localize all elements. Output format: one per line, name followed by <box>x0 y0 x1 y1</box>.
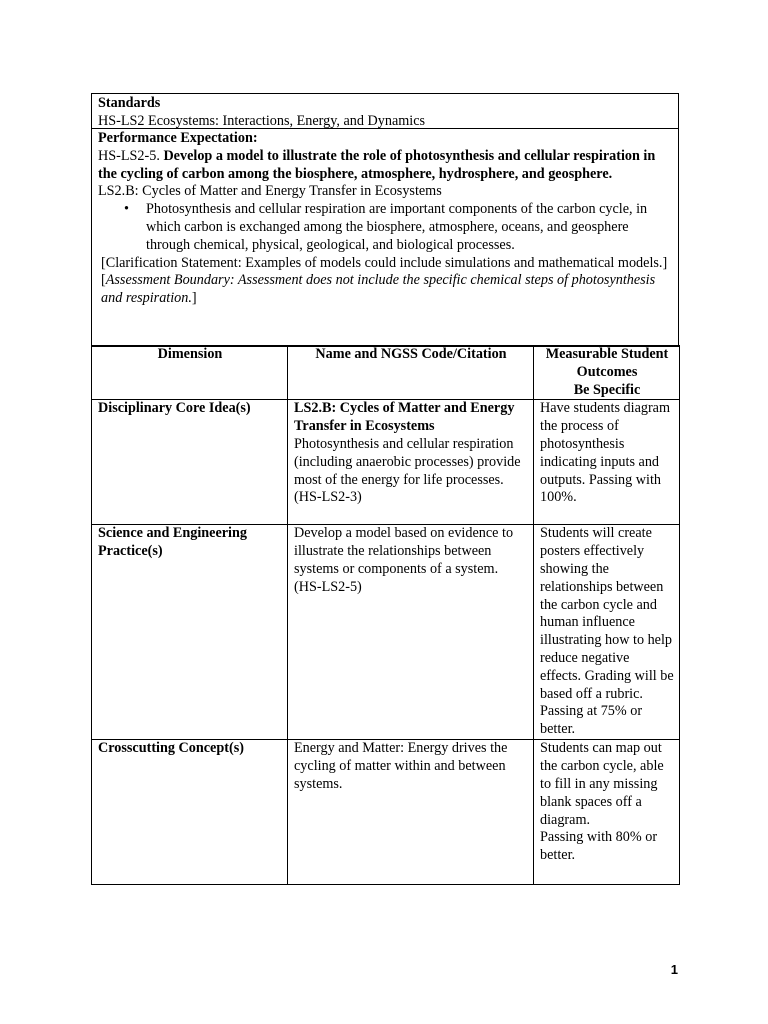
page-number: 1 <box>670 962 678 977</box>
table-header-row <box>92 346 680 400</box>
citation-text: Photosynthesis and cellular respiration (including anaerobic processes) provide most of the energy for life processes. (HS-LS2-3) <box>294 435 521 506</box>
bullet-icon: • <box>124 201 129 218</box>
row-dimension: Crosscutting Concept(s) <box>92 740 288 885</box>
citation-title: LS2.B: Cycles of Matter and Energy Transfer in Ecosystems <box>294 400 515 435</box>
dci-bullet-list <box>98 201 672 254</box>
assessment-close-bracket: ] <box>191 290 197 307</box>
clarification-statement: [Clarification Statement: Examples of models could include simulations and mathematical models.] <box>101 254 668 271</box>
standards-document <box>91 93 679 347</box>
row-dimension: Disciplinary Core Idea(s) <box>92 400 288 525</box>
assessment-boundary: Assessment Boundary: Assessment does not include the specific chemical steps of photosynthesis and respiration. <box>101 272 656 307</box>
row-outcome: Students will create posters effectively showing the relationships between the carbon cycle and human influence illustrating how to help reduce negative effects. Grading will be based off a rubric. Passing at 75% or better. <box>534 525 680 740</box>
dci-bullet-text: Photosynthesis and cellular respiration are important components of the carbon cycle, in which carbon is exchanged among the biosphere, atmosphere, oceans, and geosphere through chemical, physical, geological, and biological processes. <box>146 201 648 253</box>
performance-code: HS-LS2-5. <box>98 147 160 164</box>
header-outcomes-line2: Be Specific <box>573 381 641 398</box>
header-name-code: Name and NGSS Code/Citation <box>288 346 534 400</box>
header-outcomes-line1: Measurable Student Outcomes <box>545 346 669 380</box>
performance-statement: Develop a model to illustrate the role of photosynthesis and cellular respiration in the cycling of carbon among the biosphere, atmosphere, hydrosphere, and geosphere. <box>98 147 656 182</box>
standards-heading: Standards <box>98 95 161 111</box>
header-outcomes <box>534 346 680 400</box>
clarification-paragraph <box>98 255 672 308</box>
dimensions-table <box>91 345 680 885</box>
performance-heading: Performance Expectation: <box>98 130 258 146</box>
table-row <box>92 740 680 885</box>
row-outcome <box>534 740 680 885</box>
standards-title: HS-LS2 Ecosystems: Interactions, Energy, and Dynamics <box>98 112 426 129</box>
outcome-line2: Passing with 80% or better. <box>540 829 658 864</box>
performance-statement-paragraph <box>98 148 672 184</box>
header-dimension: Dimension <box>92 346 288 400</box>
row-citation: Develop a model based on evidence to illustrate the relationships between systems or components of a system. (HS-LS2-5) <box>288 525 534 740</box>
standards-box <box>91 93 679 129</box>
outcome-line1: Students can map out the carbon cycle, able to fill in any missing blank spaces off a diagram. <box>540 740 664 828</box>
row-citation: Energy and Matter: Energy drives the cycling of matter within and between systems. <box>288 740 534 885</box>
dci-title: LS2.B: Cycles of Matter and Energy Transfer in Ecosystems <box>98 183 442 200</box>
dci-bullet-item <box>124 201 672 254</box>
performance-expectation-box <box>91 129 679 347</box>
table-row <box>92 400 680 525</box>
assessment-open-bracket: [ <box>101 272 106 289</box>
row-dimension: Science and Engineering Practice(s) <box>92 525 288 740</box>
row-outcome: Have students diagram the process of photosynthesis indicating inputs and outputs. Passing with 100%. <box>534 400 680 525</box>
row-citation <box>288 400 534 525</box>
table-row <box>92 525 680 740</box>
